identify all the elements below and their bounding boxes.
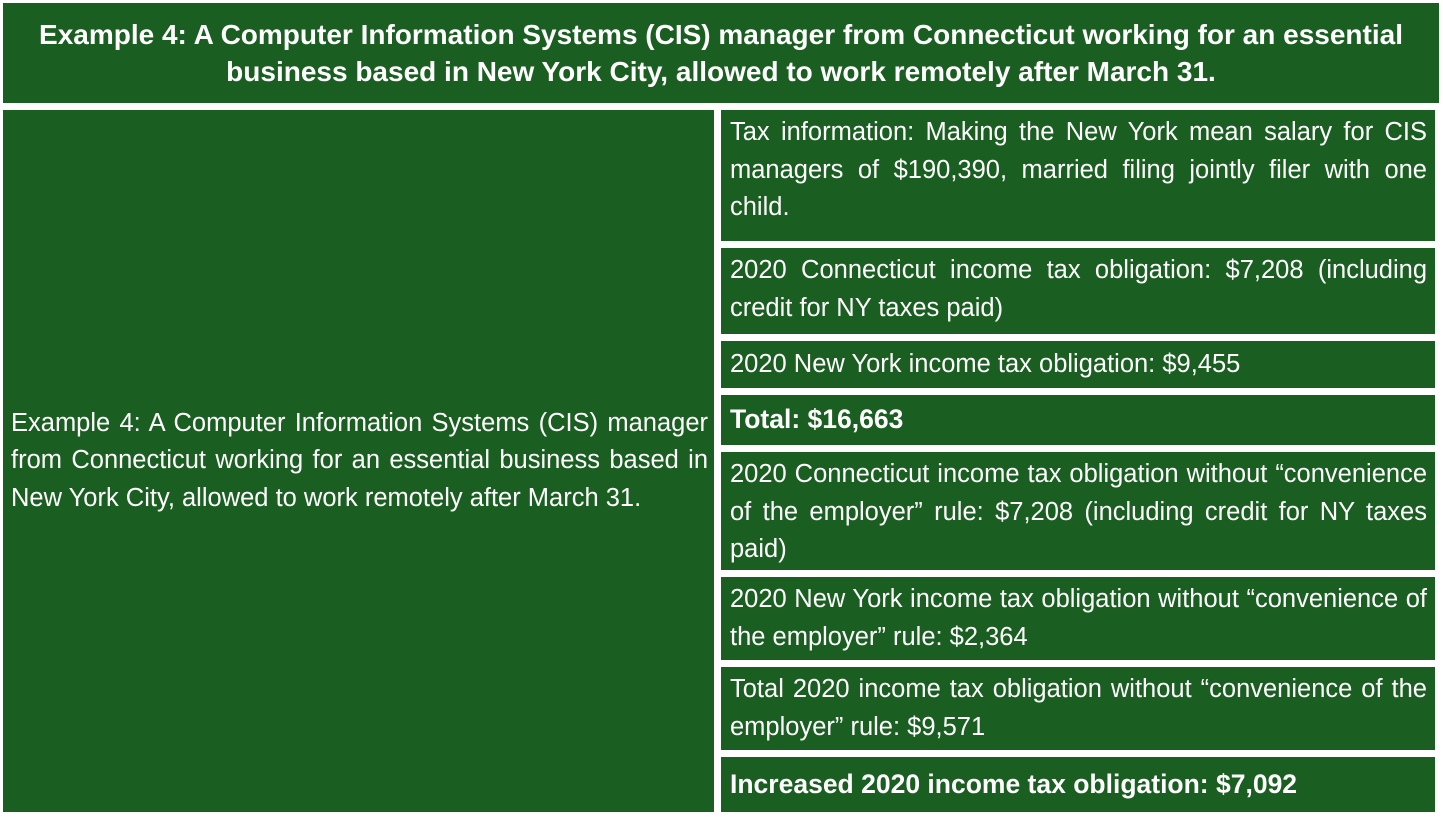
table-title xyxy=(3,3,1439,103)
ct-tax-without-rule-row xyxy=(721,452,1435,570)
total-text: Total: $16,663 xyxy=(730,404,904,435)
example-description-text: Example 4: A Computer Information Systems (CIS) manager from Connecticut working for an essential business based in New York City, allowed to work remotely after March 31. xyxy=(11,408,708,512)
example-description-cell xyxy=(3,110,714,812)
total-row xyxy=(721,395,1435,445)
ny-tax-row xyxy=(721,341,1435,388)
tax-info-text: Tax information: Making the New York mean salary for CIS managers of $190,390, married filing jointly filer with one child. xyxy=(730,118,1427,221)
ct-tax-text: 2020 Connecticut income tax obligation: $7,208 (including credit for NY taxes paid) xyxy=(730,256,1427,322)
ny-tax-without-rule-text: 2020 New York income tax obligation without “convenience of the employer” rule: $2,364 xyxy=(730,585,1427,651)
ct-tax-row xyxy=(721,248,1435,334)
tax-info-row xyxy=(721,110,1435,241)
total-without-rule-text: Total 2020 income tax obligation without “convenience of the employer” rule: $9,571 xyxy=(730,675,1427,741)
increased-tax-text: Increased 2020 income tax obligation: $7,092 xyxy=(730,768,1298,799)
ct-tax-without-rule-text: 2020 Connecticut income tax obligation without “convenience of the employer” rule: $7,208 (including credit for NY taxes paid) xyxy=(730,460,1427,563)
ny-tax-text: 2020 New York income tax obligation: $9,455 xyxy=(730,349,1241,378)
table-title-text: Example 4: A Computer Information Systems (CIS) manager from Connecticut working for an essential business based in New York City, allowed to work remotely after March 31. xyxy=(39,19,1403,87)
total-without-rule-row xyxy=(721,667,1435,750)
ny-tax-without-rule-row xyxy=(721,577,1435,660)
increased-tax-row xyxy=(721,757,1435,812)
